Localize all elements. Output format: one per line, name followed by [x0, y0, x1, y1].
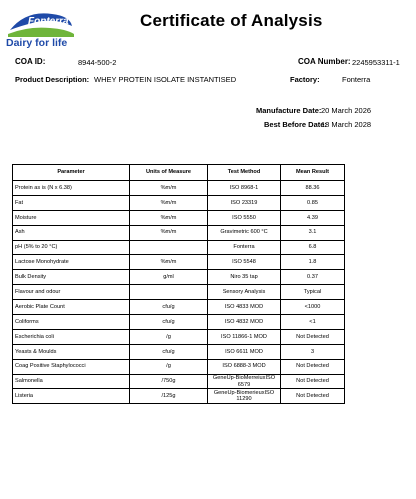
- page-title: Certificate of Analysis: [140, 11, 323, 30]
- logo-tagline: Dairy for life: [6, 37, 68, 49]
- result-cell: 3: [281, 344, 345, 359]
- unit-cell: [130, 285, 208, 300]
- method-cell: ISO 8968-1: [208, 181, 281, 196]
- result-cell: 0.37: [281, 270, 345, 285]
- parameter-cell: Listeria: [13, 389, 130, 404]
- parameter-cell: Coag Positive Staphylococci: [13, 359, 130, 374]
- table-row: [13, 210, 345, 225]
- result-cell: Not Detected: [281, 329, 345, 344]
- parameter-cell: Coliforms: [13, 315, 130, 330]
- result-cell: 4.39: [281, 210, 345, 225]
- result-cell: <1: [281, 315, 345, 330]
- table-row: [13, 255, 345, 270]
- coa-id-label: COA ID:: [15, 57, 46, 66]
- table-row: [13, 329, 345, 344]
- unit-cell: cfu/g: [130, 300, 208, 315]
- method-cell: ISO 6888-3 MOD: [208, 359, 281, 374]
- analysis-table: [12, 164, 345, 404]
- method-cell: ISO 6611 MOD: [208, 344, 281, 359]
- product-label: Product Description:: [15, 75, 90, 84]
- table-row: [13, 315, 345, 330]
- method-cell: Gravimetric 600 °C: [208, 225, 281, 240]
- table-row: [13, 240, 345, 255]
- method-cell: ISO 4832 MOD: [208, 315, 281, 330]
- result-cell: Not Detected: [281, 374, 345, 389]
- table-row: [13, 374, 345, 389]
- method-cell: GeneUp-BioMerreiuxISO 6579: [208, 374, 281, 389]
- table-row: [13, 285, 345, 300]
- method-cell: ISO 5550: [208, 210, 281, 225]
- column-header: Mean Result: [281, 165, 345, 181]
- parameter-cell: Fat: [13, 195, 130, 210]
- manufacture-date-label: Manufacture Date:: [256, 106, 322, 115]
- unit-cell: %m/m: [130, 255, 208, 270]
- parameter-cell: pH (5% to 20 °C): [13, 240, 130, 255]
- result-cell: 3.1: [281, 225, 345, 240]
- unit-cell: cfu/g: [130, 315, 208, 330]
- coa-id-value: 8944-500-2: [78, 58, 117, 67]
- method-cell: GeneUp-BiomerieuxISO 11290: [208, 389, 281, 404]
- table-row: [13, 270, 345, 285]
- method-cell: ISO 5548: [208, 255, 281, 270]
- method-cell: ISO 23319: [208, 195, 281, 210]
- table-row: [13, 359, 345, 374]
- parameter-cell: Escherichia coli: [13, 329, 130, 344]
- table-row: [13, 389, 345, 404]
- factory-label: Factory:: [290, 75, 320, 84]
- table-row: [13, 181, 345, 196]
- parameter-cell: Salmonella: [13, 374, 130, 389]
- unit-cell: %m/m: [130, 210, 208, 225]
- parameter-cell: Ash: [13, 225, 130, 240]
- unit-cell: g/ml: [130, 270, 208, 285]
- unit-cell: /125g: [130, 389, 208, 404]
- table-header-row: [13, 165, 345, 181]
- result-cell: Typical: [281, 285, 345, 300]
- unit-cell: cfu/g: [130, 344, 208, 359]
- table-row: [13, 344, 345, 359]
- parameter-cell: Flavour and odour: [13, 285, 130, 300]
- parameter-cell: Protein as is (N x 6.38): [13, 181, 130, 196]
- method-cell: Fonterra: [208, 240, 281, 255]
- best-before-value: 18 March 2028: [321, 120, 372, 129]
- result-cell: 0.85: [281, 195, 345, 210]
- factory-value: Fonterra: [342, 75, 371, 84]
- result-cell: Not Detected: [281, 389, 345, 404]
- unit-cell: [130, 240, 208, 255]
- method-cell: ISO 4833 MOD: [208, 300, 281, 315]
- result-cell: 6.8: [281, 240, 345, 255]
- result-cell: <1000: [281, 300, 345, 315]
- result-cell: 1.8: [281, 255, 345, 270]
- unit-cell: %m/m: [130, 225, 208, 240]
- table-row: [13, 300, 345, 315]
- method-cell: Niro 35 tap: [208, 270, 281, 285]
- column-header: Parameter: [13, 165, 130, 181]
- unit-cell: /g: [130, 329, 208, 344]
- product-value: WHEY PROTEIN ISOLATE INSTANTISED: [94, 75, 237, 84]
- column-header: Units of Measure: [130, 165, 208, 181]
- parameter-cell: Lactose Monohydrate: [13, 255, 130, 270]
- table-row: [13, 195, 345, 210]
- parameter-cell: Moisture: [13, 210, 130, 225]
- logo-wordmark: Fonterra: [28, 16, 69, 27]
- unit-cell: %m/m: [130, 181, 208, 196]
- unit-cell: /750g: [130, 374, 208, 389]
- parameter-cell: Bulk Density: [13, 270, 130, 285]
- unit-cell: %m/m: [130, 195, 208, 210]
- parameter-cell: Yeasts & Moulds: [13, 344, 130, 359]
- result-cell: 88.36: [281, 181, 345, 196]
- method-cell: Sensory Analysis: [208, 285, 281, 300]
- parameter-cell: Aerobic Plate Count: [13, 300, 130, 315]
- coa-number-value: 2245953311-1: [352, 58, 400, 67]
- table-row: [13, 225, 345, 240]
- manufacture-date-value: 20 March 2026: [321, 106, 372, 115]
- best-before-label: Best Before Date:: [264, 120, 327, 129]
- column-header: Test Method: [208, 165, 281, 181]
- method-cell: ISO 11866-1 MOD: [208, 329, 281, 344]
- unit-cell: /g: [130, 359, 208, 374]
- result-cell: Not Detected: [281, 359, 345, 374]
- coa-number-label: COA Number:: [298, 57, 351, 66]
